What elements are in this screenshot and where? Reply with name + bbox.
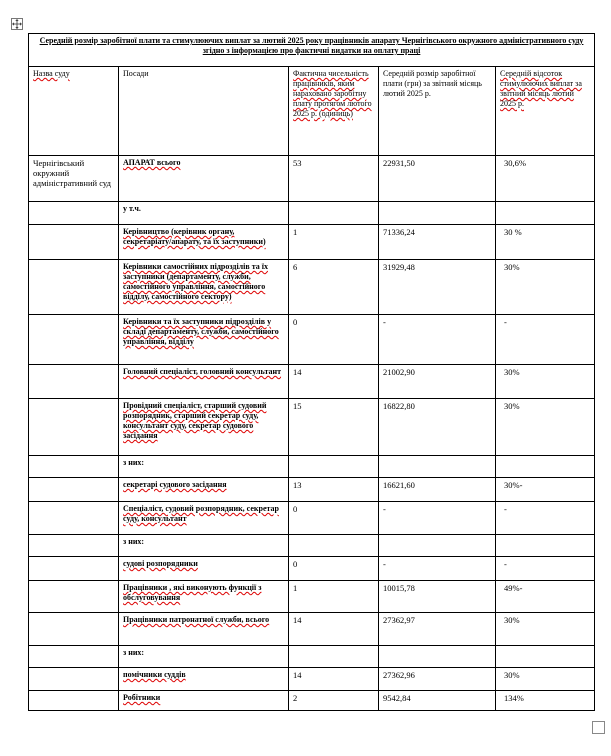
position-cell: Керівники та їх заступники підрозділів у складі департаменту, служби, самостійного управління, відділу xyxy=(119,315,289,365)
table-row xyxy=(29,581,595,613)
salary-cell: 21002,90 xyxy=(379,365,496,399)
count-cell: 0 xyxy=(289,557,379,581)
position-cell: з них: xyxy=(119,456,289,478)
table-row xyxy=(29,225,595,260)
position-cell: Працівники патронатної служби, всього xyxy=(119,613,289,646)
count-cell: 14 xyxy=(289,365,379,399)
salary-cell: 16822,80 xyxy=(379,399,496,456)
count-cell xyxy=(289,535,379,557)
position-cell: Керівники самостійних підрозділів та їх заступники (департаменту, служби, самостійного управління, самостійного відділу, самостійного сектору) xyxy=(119,260,289,315)
table-row xyxy=(29,557,595,581)
share-cell xyxy=(496,646,595,668)
court-empty-cell xyxy=(29,315,119,365)
share-cell xyxy=(496,456,595,478)
share-cell: 30% xyxy=(496,668,595,691)
table-row xyxy=(29,502,595,535)
count-cell xyxy=(289,646,379,668)
court-empty-cell xyxy=(29,668,119,691)
position-cell: помічники суддів xyxy=(119,668,289,691)
table-row xyxy=(29,456,595,478)
court-name-cell: Чернігівський окружний адміністративний суд xyxy=(29,156,119,202)
position-cell: Керівництво (керівник органу, секретаріату/апарату, та їх заступники) xyxy=(119,225,289,260)
count-cell: 53 xyxy=(289,156,379,202)
header-salary: Середній розмір заробітної плати (грн) за звітний місяць лютий 2025 р. xyxy=(379,67,496,156)
count-cell: 0 xyxy=(289,502,379,535)
position-cell: Робітники xyxy=(119,691,289,711)
share-cell: 30% xyxy=(496,399,595,456)
salary-table xyxy=(28,33,595,711)
header-count: Фактична чисельність працівників, яким нараховано заробітну плату протягом лютого 2025 р. (одиниць) xyxy=(289,67,379,156)
position-cell: судові розпорядники xyxy=(119,557,289,581)
salary-cell: 22931,50 xyxy=(379,156,496,202)
salary-cell: 31929,48 xyxy=(379,260,496,315)
table-row xyxy=(29,315,595,365)
court-empty-cell xyxy=(29,202,119,225)
position-cell: у т.ч. xyxy=(119,202,289,225)
salary-cell: 10015,78 xyxy=(379,581,496,613)
salary-cell: 71336,24 xyxy=(379,225,496,260)
share-cell: 49%- xyxy=(496,581,595,613)
court-empty-cell xyxy=(29,646,119,668)
salary-cell: - xyxy=(379,502,496,535)
table-row xyxy=(29,646,595,668)
salary-cell xyxy=(379,535,496,557)
count-cell: 0 xyxy=(289,315,379,365)
court-empty-cell xyxy=(29,613,119,646)
salary-cell xyxy=(379,456,496,478)
share-cell: - xyxy=(496,502,595,535)
count-cell: 1 xyxy=(289,581,379,613)
share-cell: 30,6% xyxy=(496,156,595,202)
page-title: Середній розмір заробітної плати та стимулюючих виплат за лютий 2025 року працівників апарату Чернігівського окружного адміністративного суду згідно з інформацією про фактичні видатки на оплату праці xyxy=(29,34,595,67)
table-row xyxy=(29,202,595,225)
share-cell: 30% xyxy=(496,613,595,646)
salary-cell: 9542,84 xyxy=(379,691,496,711)
count-cell xyxy=(289,202,379,225)
salary-cell: - xyxy=(379,557,496,581)
share-cell: - xyxy=(496,557,595,581)
position-cell: секретарі судового засідання xyxy=(119,478,289,502)
header-court: Назва суду xyxy=(29,67,119,156)
court-empty-cell xyxy=(29,365,119,399)
court-empty-cell xyxy=(29,581,119,613)
share-cell xyxy=(496,202,595,225)
table-move-handle-icon[interactable] xyxy=(11,18,23,30)
court-empty-cell xyxy=(29,691,119,711)
court-empty-cell xyxy=(29,557,119,581)
court-empty-cell xyxy=(29,399,119,456)
count-cell: 14 xyxy=(289,668,379,691)
salary-cell xyxy=(379,646,496,668)
position-cell: з них: xyxy=(119,535,289,557)
court-empty-cell xyxy=(29,225,119,260)
position-cell: Спеціаліст, судовий розпорядник, секретар суду, консультант xyxy=(119,502,289,535)
header-position: Посади xyxy=(119,67,289,156)
share-cell: 30% xyxy=(496,365,595,399)
salary-cell xyxy=(379,202,496,225)
salary-cell: - xyxy=(379,315,496,365)
share-cell xyxy=(496,535,595,557)
position-cell: АПАРАТ всього xyxy=(119,156,289,202)
table-row xyxy=(29,668,595,691)
table-resize-handle[interactable] xyxy=(592,721,605,734)
count-cell: 15 xyxy=(289,399,379,456)
count-cell: 13 xyxy=(289,478,379,502)
position-cell: з них: xyxy=(119,646,289,668)
count-cell: 6 xyxy=(289,260,379,315)
count-cell: 1 xyxy=(289,225,379,260)
salary-cell: 27362,97 xyxy=(379,613,496,646)
court-empty-cell xyxy=(29,502,119,535)
position-cell: Працівники , які виконують функції з обслуговування xyxy=(119,581,289,613)
count-cell: 2 xyxy=(289,691,379,711)
salary-cell: 16621,60 xyxy=(379,478,496,502)
share-cell: 30% xyxy=(496,260,595,315)
salary-cell: 27362,96 xyxy=(379,668,496,691)
share-cell: - xyxy=(496,315,595,365)
table-row xyxy=(29,156,595,202)
count-cell: 14 xyxy=(289,613,379,646)
share-cell: 134% xyxy=(496,691,595,711)
position-cell: Провідний спеціаліст, старший судовий розпорядник, старший секретар суду, консультант суду, секретар судового засідання xyxy=(119,399,289,456)
table-row xyxy=(29,535,595,557)
table-row xyxy=(29,478,595,502)
court-empty-cell xyxy=(29,260,119,315)
table-row xyxy=(29,613,595,646)
court-empty-cell xyxy=(29,456,119,478)
share-cell: 30 % xyxy=(496,225,595,260)
header-share: Середній відсоток стимулюючих виплат за звітний місяць лютий 2025 р. xyxy=(496,67,595,156)
court-empty-cell xyxy=(29,535,119,557)
table-row xyxy=(29,691,595,711)
table-row xyxy=(29,365,595,399)
share-cell: 30%- xyxy=(496,478,595,502)
count-cell xyxy=(289,456,379,478)
table-row xyxy=(29,399,595,456)
court-empty-cell xyxy=(29,478,119,502)
table-row xyxy=(29,260,595,315)
position-cell: Головний спеціаліст, головний консультант xyxy=(119,365,289,399)
